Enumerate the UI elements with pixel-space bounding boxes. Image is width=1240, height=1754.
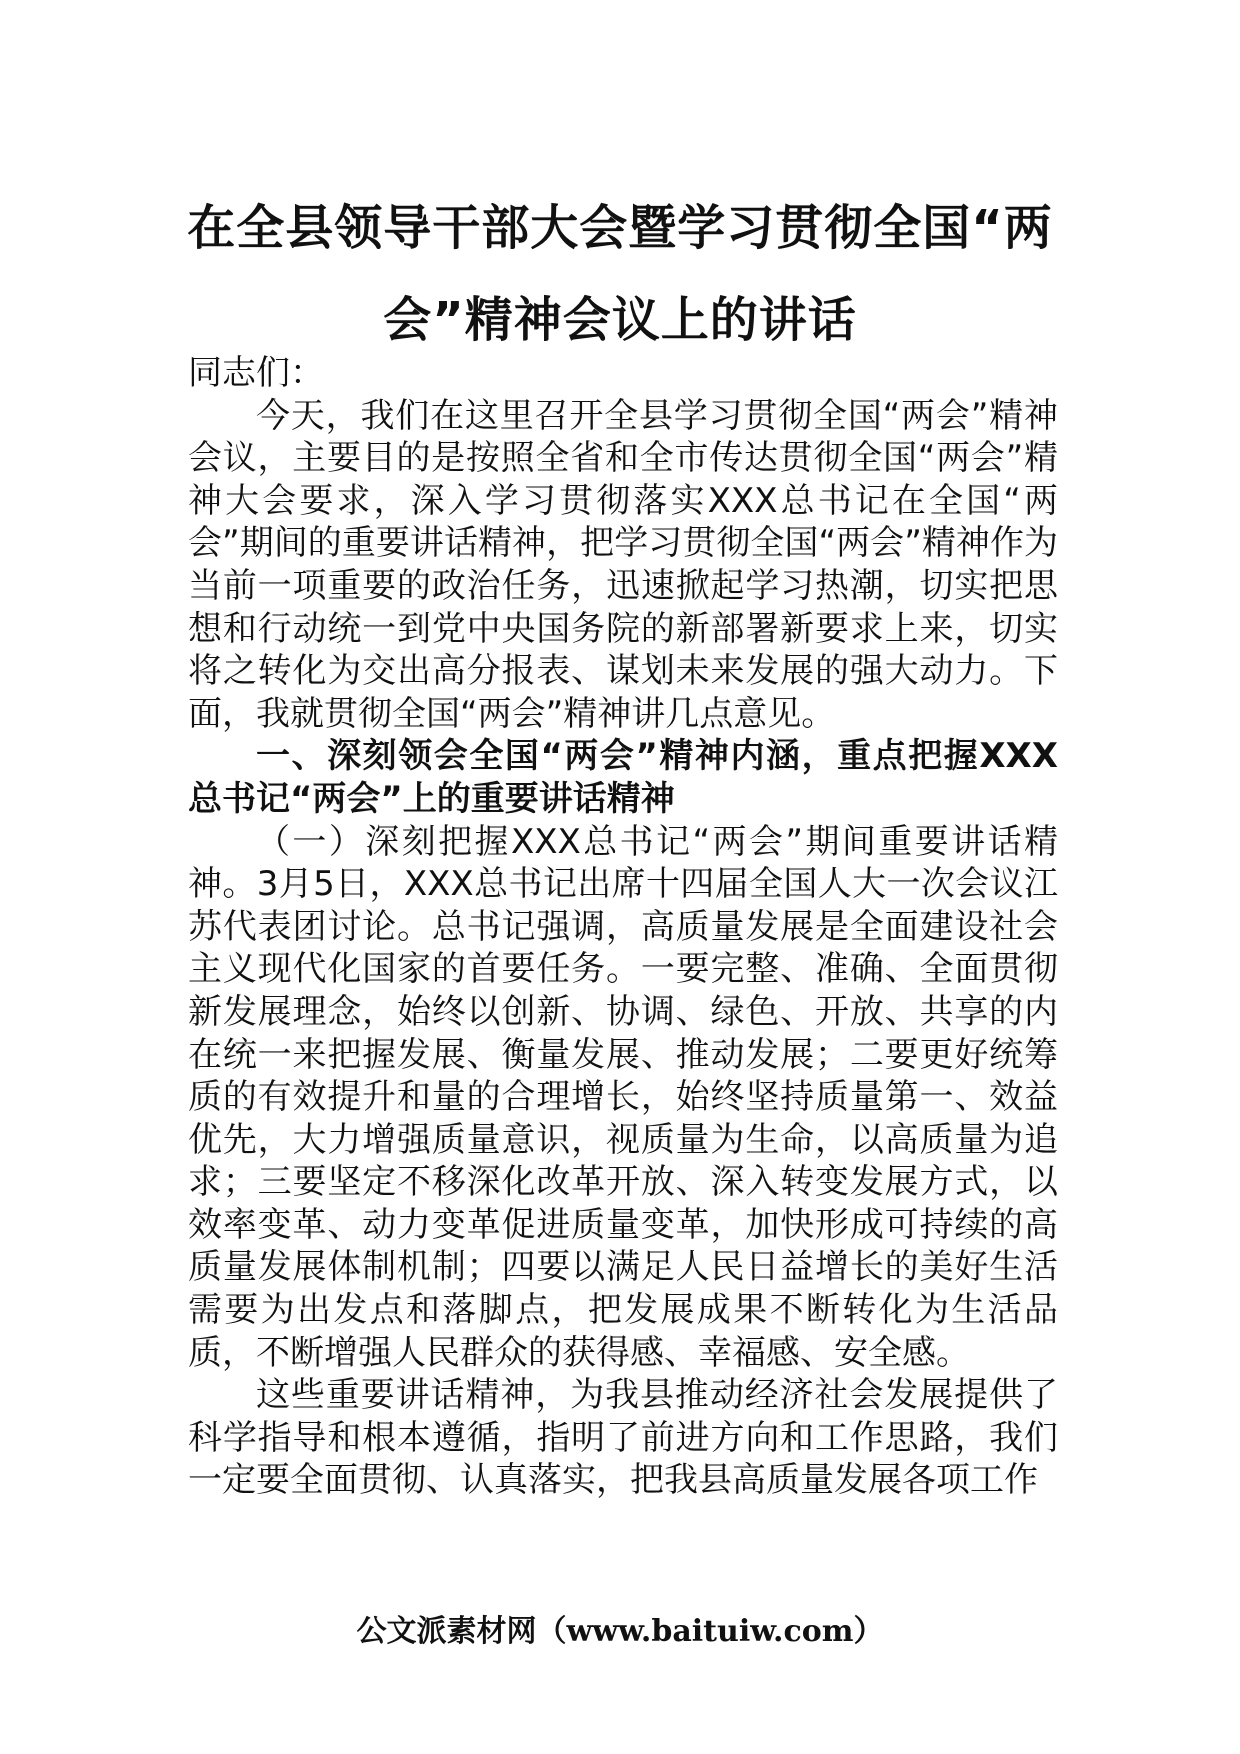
footer-watermark-text: 公文派素材网（www.baituiw.com） (356, 1614, 884, 1649)
document-body (188, 352, 1058, 1502)
section-heading-1: 一、深刻领会全国“两会”精神内涵，重点把握XXX总书记“两会”上的重要讲话精神 (188, 736, 1058, 819)
salutation: 同志们： (188, 353, 324, 393)
paragraph-subsection-1: （一）深刻把握XXX总书记“两会”期间重要讲话精神。3月5日，XXX总书记出席十四届全国人大一次会议江苏代表团讨论。总书记强调，高质量发展是全面建设社会主义现代化国家的首要任务。一要完整、准确、全面贯彻新发展理念，始终以创新、协调、绿色、开放、共享的内在统一来把握发展、衡量发展、推动发展；二要更好统筹质的有效提升和量的合理增长，始终坚持质量第一、效益优先，大力增强质量意识，视质量为生命，以高质量为追求；三要坚定不移深化改革开放、深入转变发展方式，以效率变革、动力变革促进质量变革，加快形成可持续的高质量发展体制机制；四要以满足人民日益增长的美好生活需要为出发点和落脚点，把发展成果不断转化为生活品质，不断增强人民群众的获得感、幸福感、安全感。 (188, 821, 1058, 1373)
paragraph-summary: 这些重要讲话精神，为我县推动经济社会发展提供了科学指导和根本遵循，指明了前进方向和工作思路，我们一定要全面贯彻、认真落实，把我县高质量发展各项工作 (188, 1375, 1058, 1501)
paragraph-intro: 今天，我们在这里召开全县学习贯彻全国“两会”精神会议，主要目的是按照全省和全市传达贯彻全国“两会”精神大会要求，深入学习贯彻落实XXX总书记在全国“两会”期间的重要讲话精神，把学习贯彻全国“两会”精神作为当前一项重要的政治任务，迅速掀起学习热潮，切实把思想和行动统一到党中央国务院的新部署新要求上来，切实将之转化为交出高分报表、谋划未来发展的强大动力。下面，我就贯彻全国“两会”精神讲几点意见。 (188, 395, 1058, 734)
document-title: 在全县领导干部大会暨学习贯彻全国“两会”精神会议上的讲话 (187, 200, 1053, 348)
